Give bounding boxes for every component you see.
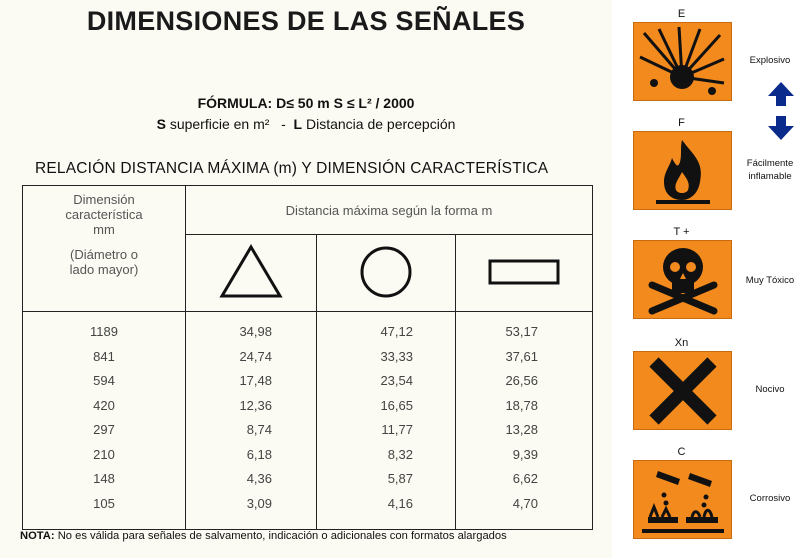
table-cell: 23,54	[380, 373, 413, 388]
formula-expression: D≤ 50 m S ≤ L² / 2000	[276, 95, 415, 111]
hazard-code-corrosive: C	[677, 446, 686, 458]
hazard-code-flammable: F	[678, 117, 685, 129]
legend-l-text: Distancia de percepción	[302, 116, 456, 132]
table-cell: 33,33	[380, 348, 413, 364]
table-subtitle: RELACIÓN DISTANCIA MÁXIMA (m) Y DIMENSIÓN CARACTERÍSTICA	[35, 160, 549, 177]
table-cell: 297	[93, 422, 115, 437]
dimensions-table	[22, 185, 593, 530]
dimension-header-line: característica	[65, 207, 143, 222]
dimension-header-line: (Diámetro o	[70, 247, 138, 262]
table-cell: 11,77	[381, 422, 413, 437]
flame-icon	[633, 131, 732, 210]
dimension-column	[23, 312, 186, 530]
formula	[0, 95, 612, 111]
dimension-header-line: mm	[93, 222, 115, 237]
explosion-icon	[633, 22, 732, 101]
table-cell: 148	[93, 471, 115, 486]
formula-legend	[0, 116, 612, 132]
table-cell: 9,39	[512, 446, 538, 462]
cross-icon	[633, 351, 732, 430]
table-cell: 594	[93, 373, 115, 388]
table-cell: 210	[93, 446, 115, 462]
hazard-label-flammable: Fácilmente inflamable	[746, 158, 794, 182]
distance-header: Distancia máxima según la forma m	[186, 186, 593, 235]
table-cell: 34,98	[239, 324, 272, 339]
hazard-label-explosive: Explosivo	[749, 55, 791, 66]
table-cell: 13,28	[505, 422, 538, 437]
hazard-label-toxic: Muy Tóxico	[745, 275, 795, 286]
table-cell: 8,32	[387, 446, 413, 462]
skull-icon	[633, 240, 732, 319]
page-title: DIMENSIONES DE LAS SEÑALES	[86, 6, 526, 36]
table-cell: 6,18	[246, 446, 272, 462]
dimension-header-line: Dimensión	[73, 192, 135, 207]
hazard-code-harmful: Xn	[674, 337, 689, 349]
hazard-label-harmful: Nocivo	[755, 384, 785, 395]
table-cell: 4,70	[512, 495, 538, 511]
table-cell: 105	[93, 495, 115, 511]
table-cell: 53,17	[505, 324, 538, 339]
legend-s-key: S	[156, 116, 166, 132]
rectangle-icon	[488, 259, 560, 285]
hazard-label-corrosive: Corrosivo	[749, 493, 791, 504]
circle-icon	[359, 245, 413, 299]
table-cell: 3,09	[246, 495, 272, 511]
formula-prefix: FÓRMULA:	[197, 95, 277, 111]
table-cell: 6,62	[512, 471, 538, 486]
hazard-code-toxic: T +	[673, 226, 690, 238]
triangle-shape-cell	[186, 235, 317, 312]
footnote	[20, 530, 507, 542]
table-cell: 4,36	[246, 471, 272, 486]
legend-s-text: superficie en m² -	[165, 116, 294, 132]
table-cell: 420	[93, 397, 115, 413]
table-cell: 12,36	[239, 397, 272, 413]
table-cell: 5,87	[387, 471, 413, 486]
up-down-arrows-icon	[766, 80, 796, 142]
circle-shape-cell	[317, 235, 456, 312]
table-cell: 37,61	[505, 348, 538, 364]
table-cell: 47,12	[380, 324, 413, 339]
table-cell: 4,16	[387, 495, 413, 511]
triangle-icon	[219, 244, 283, 300]
rectangle-column	[456, 312, 593, 530]
table-cell: 24,74	[239, 348, 272, 364]
table-cell: 1189	[90, 324, 118, 339]
dimension-header	[23, 186, 186, 312]
footnote-text: No es válida para señales de salvamento, indicación o adicionales con formatos alargados	[54, 530, 507, 542]
rectangle-shape-cell	[456, 235, 593, 312]
hazard-code-explosive: E	[677, 8, 686, 20]
dimension-header-line: lado mayor)	[69, 262, 139, 277]
triangle-column	[186, 312, 317, 530]
table-cell: 17,48	[239, 373, 272, 388]
table-cell: 841	[93, 348, 115, 364]
table-cell: 18,78	[505, 397, 538, 413]
table-cell: 26,56	[505, 373, 538, 388]
legend-l-key: L	[293, 116, 303, 132]
footnote-prefix: NOTA:	[20, 530, 55, 542]
corrosive-icon	[633, 460, 732, 539]
circle-column	[317, 312, 456, 530]
table-cell: 8,74	[246, 422, 272, 437]
table-cell: 16,65	[380, 397, 413, 413]
